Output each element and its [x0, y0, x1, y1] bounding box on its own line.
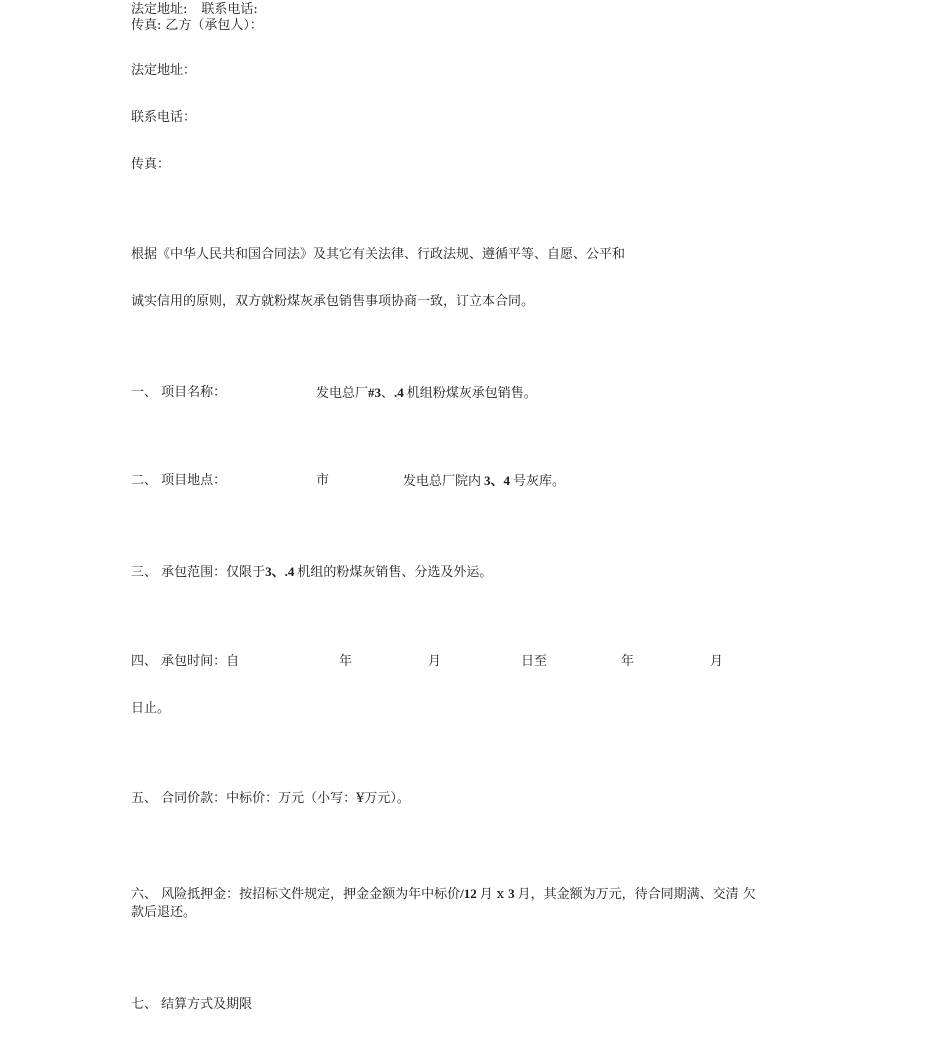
- clause-4-label: 四、 承包时间：自: [131, 654, 240, 669]
- clause-1-sep: 、: [381, 386, 395, 401]
- clause-2-content: [403, 473, 565, 490]
- party-a-contact-line: [131, 2, 258, 18]
- party-a-phone-label: 联系电话:: [201, 2, 258, 17]
- clause-6-part-b: 月: [479, 887, 493, 902]
- clause-2-part-a: 发电总厂院内: [403, 474, 482, 489]
- party-b-fax-label: 传真：: [131, 157, 171, 172]
- clause-2-label: 二、 项目地点：: [131, 473, 227, 488]
- party-b-address-label: 法定地址：: [131, 63, 197, 78]
- clause-4-end: 日止。: [131, 701, 171, 716]
- clause-4-year-1: 年: [339, 654, 353, 669]
- preamble-line-1: 根据《中华人民共和国合同法》及其它有关法律、行政法规、遵循平等、自愿、公平和: [131, 247, 626, 262]
- party-b-header-line: [131, 18, 263, 34]
- clause-1-part-a: 发电总厂: [316, 386, 369, 401]
- clause-6-times: x: [496, 887, 505, 902]
- clause-3-line: [131, 564, 492, 581]
- clause-6-part-a: 六、 风险抵押金：按招标文件规定，押金金额为年中标价: [131, 887, 461, 902]
- clause-3-part-b: 机组的粉煤灰销售、分选及外运。: [297, 565, 493, 580]
- clause-6-part-c: 月，其金额为万元，待合同期满、交清 欠: [517, 887, 756, 902]
- preamble-line-2: 诚实信用的原则，双方就粉煤灰承包销售事项协商一致，订立本合同。: [131, 294, 535, 309]
- clause-6-num: /12: [460, 886, 477, 901]
- clause-1-content: [316, 385, 537, 402]
- clause-1-label: 一、 项目名称：: [131, 385, 227, 400]
- clause-4-day-to: 日至: [521, 654, 548, 669]
- clause-1-unit-no: #3: [368, 385, 382, 400]
- clause-4-month-2: 月: [710, 654, 724, 669]
- clause-4-year-2: 年: [621, 654, 635, 669]
- clause-6-line-2: 款后退还。: [131, 905, 197, 920]
- clause-1-part-b: 机组粉煤灰承包销售。: [406, 386, 537, 401]
- clause-3-label: 三、 承包范围：仅限于: [131, 565, 266, 580]
- clause-6-num-2: 3: [508, 886, 515, 901]
- clause-4-month-1: 月: [428, 654, 442, 669]
- party-a-address-label: 法定地址:: [131, 2, 188, 17]
- party-b-phone-label: 联系电话：: [131, 110, 197, 125]
- clause-1-unit-no-2: .4: [394, 385, 404, 400]
- clause-5-text: 五、 合同价款：中标价：万元（小写：¥万元）。: [131, 791, 410, 806]
- clause-2-nums: 3、4: [484, 473, 511, 488]
- clause-2-part-b: 号灰库。: [513, 474, 566, 489]
- clause-3-nums: 3、.4: [265, 564, 295, 579]
- party-a-fax-label: 传真:: [131, 18, 162, 33]
- clause-6-line-1: [131, 886, 756, 903]
- party-b-title: 乙方（承包人）：: [165, 18, 263, 33]
- clause-7-text: 七、 结算方式及期限: [131, 997, 253, 1012]
- clause-2-city: 市: [316, 473, 330, 488]
